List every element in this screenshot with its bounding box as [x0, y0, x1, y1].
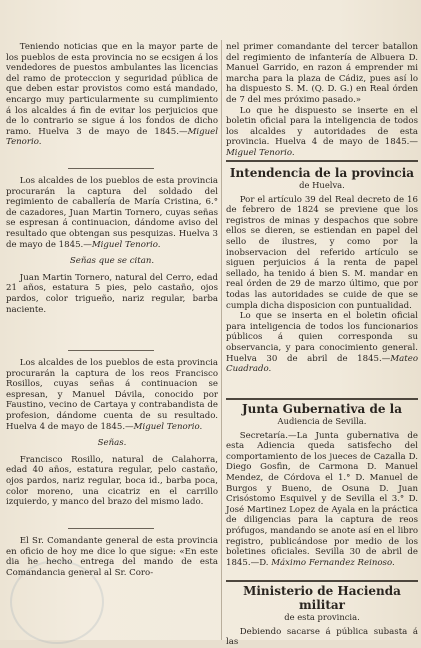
section-heading: Ministerio de Hacienda militar [243, 584, 401, 612]
section-rule [226, 398, 418, 400]
separator-rule [68, 528, 154, 529]
column-divider [221, 40, 222, 640]
signature: Miguel Tenorio. [133, 421, 203, 432]
signature: Miguel Tenorio. [6, 126, 218, 148]
library-stamp-watermark [10, 560, 104, 644]
separator-rule [68, 350, 154, 351]
separator-rule [68, 168, 154, 169]
notice-comandante-text: El Sr. Comandante general de esta provincia en oficio de hoy me dice lo que sigue: «En este dia he hecho entrega del mando de esta Comandancia general al Sr. Coro- [6, 536, 218, 578]
senas-heading: Señas que se citan. [69, 256, 155, 267]
signature: Máximo Fernandez Reinoso. [271, 557, 395, 568]
intendencia-inserta-text: Lo que se inserta en el boletin oficial para inteligencia de todos los funcionarios públicos á quien corresponda su observancia, y para conocimiento general. Huelva 30 de abril de 1845.— [226, 311, 418, 364]
section-subheading: de esta provincia. [284, 612, 360, 622]
section-subheading: de Huelva. [299, 180, 345, 190]
hacienda-text: Debiendo sacarse á pública subasta á las [226, 626, 418, 648]
notice-rosillos [6, 358, 218, 508]
senas-heading: Señas. [97, 438, 127, 449]
senas-description: Juan Martin Tornero, natural del Cerro, edad 21 años, estatura 5 pies, pelo castaño, ojos pardos, color trigueño, nariz regular, barba naciente. [6, 272, 218, 315]
notice-tornero-text: Los alcaldes de los pueblos de esta provincia procurarán la captura del soldado del regimiento de caballería de María Cristina, 6.° de cazadores, Juan Martin Tornero, cuyas señas se espresan á continuacion, dándome aviso del resultado que obtengan sus pesquizas. Huelva 3 de mayo de 1845.— [6, 176, 218, 250]
junta-text: Secretaría.—La Junta gubernativa de esta Adiencia queda satisfecho del comportamiento de los jueces de Cazalla D. Diego Gosfin, de Carmona D. Manuel Mendez, de Córdova el 1.° D. Manuel de Burgos y Bueno, de Osuna D. Juan Crisóstomo Esquivel y de Sevilla el 3.° D. José Martinez Lopez de Ayala en la práctica de diligencias para la captura de reos prófugos, mandando se anote así en el libro registro, publicándose por medio de los boletines oficiales. Sevilla 30 de abril de 1845.—D. [226, 430, 418, 568]
section-heading: Intendencia de la provincia [229, 166, 415, 180]
notice-comandante-cont-text: nel primer comandante del tercer batallon del regimiento de infantería de Albuera D. Manuel Garrido, en razon á emprender mi marcha para la plaza de Cádiz, pues así lo ha dispuesto S. M. (Q. D. G.) en Real órden de 7 del mes próximo pasado.» [226, 42, 418, 105]
right-column [226, 0, 418, 648]
section-rule [226, 580, 418, 582]
senas-description: Francisco Rosillo, natural de Calahorra, edad 40 años, estatura regular, pelo castaño, ojos pardos, nariz regular, boca id., barba poca, color moreno, una cicatriz en el carrillo izquierdo, y manco del brazo del mismo lado. [6, 454, 218, 508]
notice-rosillos-text: Los alcaldes de los pueblos de esta provincia procurarán la captura de los reos Francisco Rosillos, cuyas señas á continuacion se espresan, y Manuel Dávila, conocido por Faustino, vecino de Cartaya y contrabandista de profesion, dándome cuenta de su resultado. Huelva 4 de mayo de 1845.— [6, 358, 218, 432]
notice-tornero [6, 176, 218, 315]
notice-comandante-cont [226, 42, 418, 159]
section-intendencia [226, 166, 418, 375]
signature: Miguel Tenorio. [91, 239, 161, 250]
section-hacienda [226, 584, 418, 648]
signature: Mateo Cuadrado. [226, 353, 418, 375]
notice-licencias-text: Teniendo noticias que en la mayor parte de los pueblos de esta provincia no se ecsigen á los vendedores de puestos ambulantes las licencias del ramo de proteccion y seguridad pública de que deben estar provistos como está mandado, encargo muy particularmente su cumplimiento á los alcaldes á fin de evitar los perjuicios que de lo contrario se sigue á los fondos de dicho ramo. Huelva 3 de mayo de 1845.— [6, 42, 218, 137]
section-heading: Junta Gubernativa de la [241, 402, 402, 416]
section-junta [226, 402, 418, 568]
notice-inserte-text: Lo que he dispuesto se inserte en el boletin oficial para la inteligencia de todos los alcaldes y autoridades de esta provincia. Huelva 4 de mayo de 1845.— [226, 105, 418, 148]
left-column [6, 0, 218, 640]
intendencia-text: Por el artículo 39 del Real decreto de 16 de febrero de 1824 se previene que los registros de minas y despachos que sobre ellos se dieren, se estiendan en papel del sello de ilustres, y como por la inobservacion del referido artículo se siguen perjuicios á la renta de papel sellado, ha tenido á bien S. M. mandar en real órden de 29 de marzo último, que por todas las autoridades se cuide de que se cumpla dicha disposicion con puntualidad. [226, 194, 418, 311]
signature: Miguel Tenorio. [226, 147, 295, 158]
section-rule [226, 160, 418, 162]
notice-licencias [6, 42, 218, 148]
section-subheading: Audiencia de Sevilla. [277, 416, 367, 426]
